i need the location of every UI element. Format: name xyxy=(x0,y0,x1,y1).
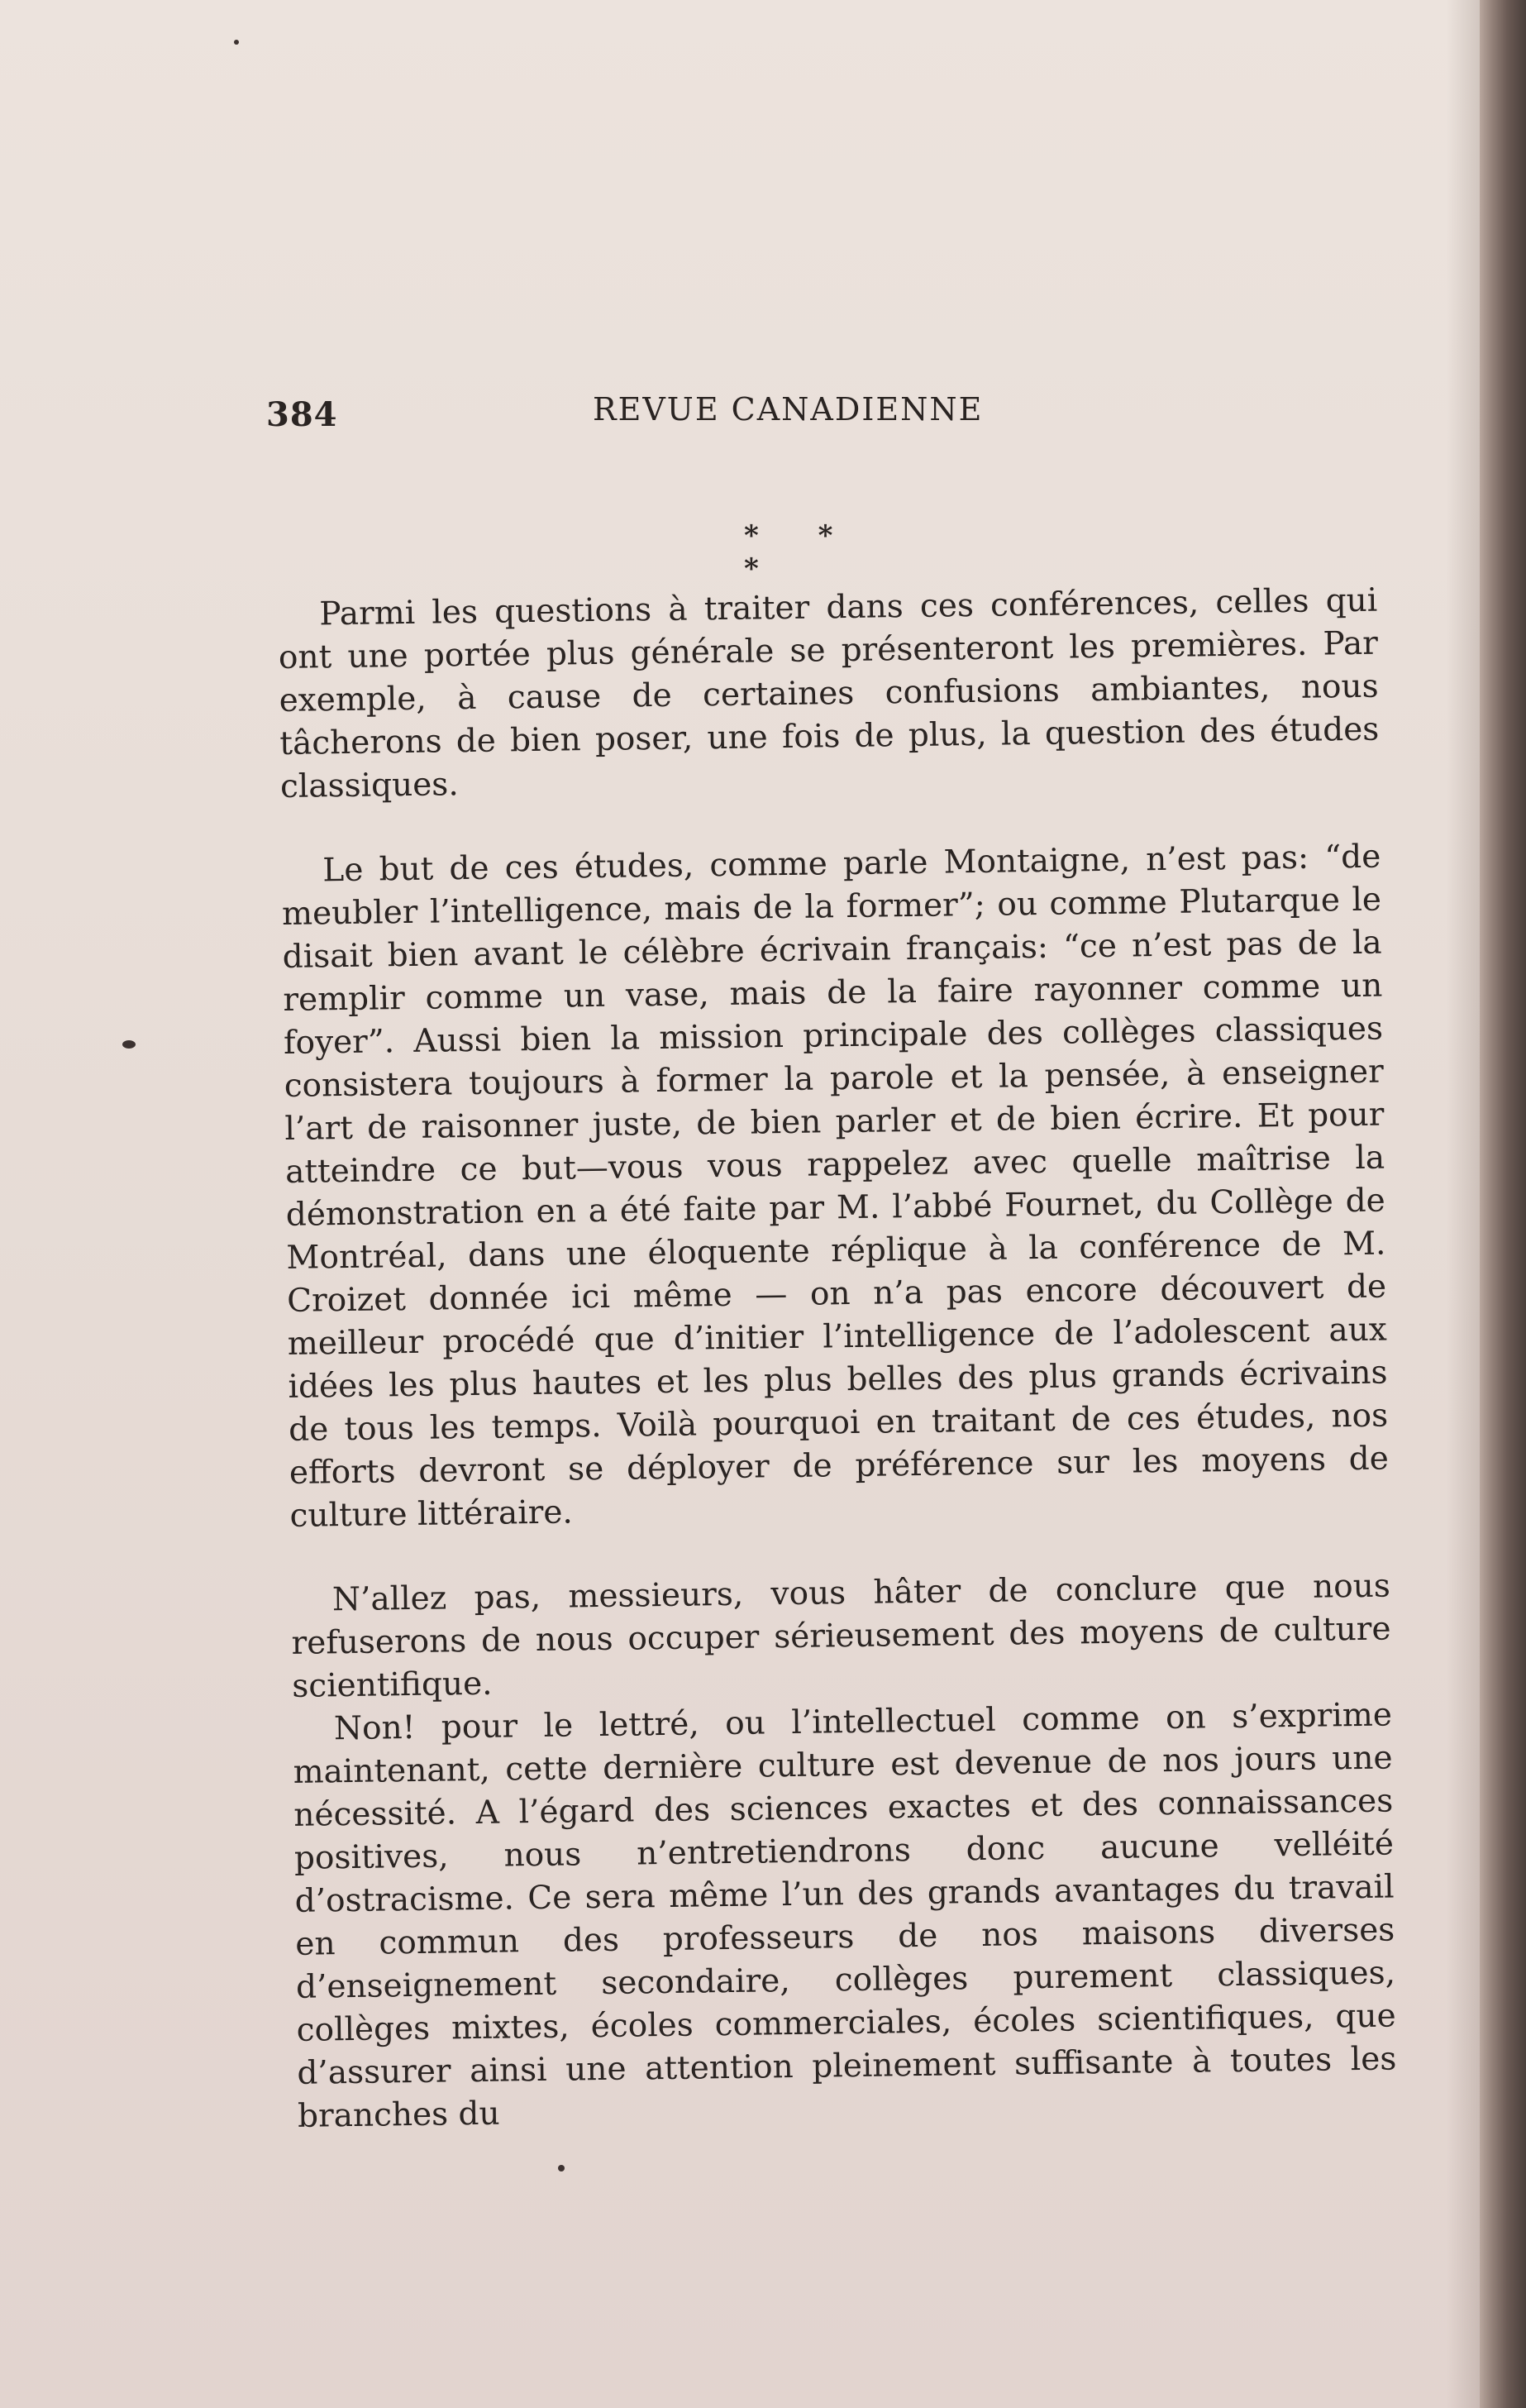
paragraph: Parmi les questions à traiter dans ces conférences, celles qui ont une portée plus générale se présenteront les premières. Par exemple, à cause de certaines confusions ambiantes, nous tâcherons de bien poser, une fois de plus, la question des études classiques. xyxy=(278,581,1380,805)
paragraph: Non! pour le lettré, ou l’intellectuel comme on s’exprime maintenant, cette dernière culture est devenue de nos jours une nécessité. A l’égard des sciences exactes et des connaissances positives, nous n’entretiendrons donc aucune velléité d’ostracisme. Ce sera même l’un des grands avantages du travail en commun des professeurs de nos maisons diverses d’enseignement secondaire, collèges purement classiques, collèges mixtes, écoles commerciales, écoles scientifiques, que d’assurer ainsi une attention pleinement suffisante à toutes les branches du xyxy=(293,1696,1397,2135)
ink-speck xyxy=(234,40,239,45)
ink-speck xyxy=(558,2165,565,2172)
section-ornament: * * * xyxy=(744,519,858,585)
paragraph: N’allez pas, messieurs, vous hâter de conclure que nous refuserons de nous occuper sérieusement des moyens de culture scientifique. xyxy=(291,1567,1391,1705)
book-spine xyxy=(1480,0,1526,2408)
body-text xyxy=(278,580,1397,2138)
page-number: 384 xyxy=(266,395,338,434)
binding-shadow xyxy=(1447,0,1480,2408)
ink-speck xyxy=(122,1040,136,1049)
paragraph: Le but de ces études, comme parle Montaigne, n’est pas: “de meubler l’intelligence, mais de la former”; ou comme Plutarque le disait bien avant le célèbre écrivain français: “ce n’est pas de la remplir comme un vase, mais de la faire rayonner comme un foyer”. Aussi bien la mission principale des collèges classiques consistera toujours à former la parole et la pensée, à enseigner l’art de raisonner juste, de bien parler et de bien écrire. Et pour atteindre ce but—vous vous rappelez avec quelle maîtrise la démonstration en a été faite par M. l’abbé Fournet, du Collège de Montréal, dans une éloquente réplique à la conférence de M. Croizet donnée ici même — on n’a pas encore découvert de meilleur procédé que d’initier l’intelligence de l’adolescent aux idées les plus hautes et les plus belles des plus grands écrivains de tous les temps. Voilà pourquoi en traitant de ces études, nos efforts devront se déployer de préférence sur les moyens de culture littéraire. xyxy=(281,838,1390,1535)
page-header xyxy=(266,387,1390,445)
running-head: REVUE CANADIENNE xyxy=(593,391,984,428)
